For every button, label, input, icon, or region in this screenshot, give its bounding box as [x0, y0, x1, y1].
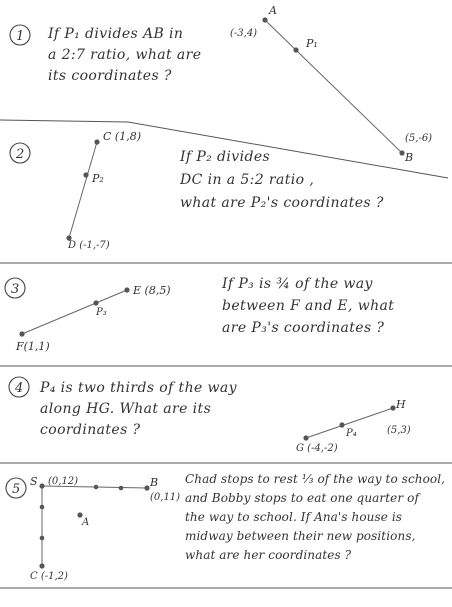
problem-5-line-5: what are her coordinates ? [185, 548, 352, 562]
label-f: F(1,1) [16, 340, 50, 353]
problem-4-line-3: coordinates ? [40, 422, 141, 438]
label-p3: P₃ [96, 307, 107, 318]
point-c [94, 139, 99, 144]
label-b-school: B [150, 476, 159, 489]
label-ana: A [82, 517, 90, 528]
point-g [303, 435, 308, 440]
point-b-mid-1 [94, 485, 99, 490]
label-e: E (8,5) [133, 284, 171, 297]
label-s: S [30, 475, 38, 488]
number-1: 1 [16, 29, 25, 44]
label-c-house: C (-1,2) [30, 571, 68, 582]
label-d: D (-1,-7) [68, 240, 110, 251]
problem-4-line-1: P₄ is two thirds of the way [40, 380, 237, 396]
number-4: 4 [15, 381, 24, 396]
point-b [399, 150, 404, 155]
segment-dc [69, 142, 97, 238]
problem-3-line-3: are P₃'s coordinates ? [222, 320, 385, 336]
problem-1-line-1: If P₁ divides AB in [48, 26, 184, 42]
segment-ab [265, 20, 402, 153]
point-p3 [93, 300, 98, 305]
label-a-coord: (-3,4) [230, 28, 258, 39]
problem-1-line-3: its coordinates ? [48, 68, 172, 84]
label-g: G (-4,-2) [296, 443, 338, 454]
label-b: B [405, 151, 414, 164]
point-c-mid-2 [40, 536, 45, 541]
label-b-coord-5: (0,11) [150, 492, 181, 503]
problem-4-text [40, 378, 237, 441]
segment-fe [22, 290, 127, 334]
label-p4: P₄ [346, 428, 357, 439]
problem-3-line-2: between F and E, what [222, 298, 395, 314]
point-c-house [39, 563, 44, 568]
problem-2-line-3: what are P₂'s coordinates ? [180, 195, 384, 211]
problem-2-line-1: If P₂ divides [180, 149, 271, 165]
problem-1-line-2: a 2:7 ratio, what are [48, 47, 202, 63]
point-a [262, 17, 267, 22]
label-b-coord: (5,-6) [405, 133, 433, 144]
label-h: H [396, 398, 406, 411]
label-c: C (1,8) [103, 130, 141, 143]
point-c-mid-1 [40, 505, 45, 510]
point-p1 [293, 47, 298, 52]
point-p4 [339, 422, 344, 427]
problem-5-line-1: Chad stops to rest ⅓ of the way to school, [185, 472, 446, 486]
label-a: A [269, 4, 277, 17]
problem-3-line-1: If P₃ is ¾ of the way [222, 276, 373, 292]
point-p2 [83, 172, 88, 177]
problem-5-text [185, 470, 445, 565]
number-2: 2 [16, 147, 25, 162]
number-5: 5 [12, 482, 21, 497]
problem-1-text [48, 24, 201, 87]
point-h [390, 405, 395, 410]
problem-5-line-3: the way to school. If Ana's house is [185, 510, 403, 524]
label-p1: P₁ [306, 37, 318, 50]
number-3: 3 [11, 282, 20, 297]
label-s-coord: (0,12) [48, 476, 79, 487]
problem-5-line-4: midway between their new positions, [185, 529, 416, 543]
point-f [19, 331, 24, 336]
point-s [39, 483, 44, 488]
point-b-school [144, 485, 149, 490]
point-e [124, 287, 129, 292]
problem-5-line-2: and Bobby stops to eat one quarter of [185, 491, 420, 505]
problem-4-line-2: along HG. What are its [40, 401, 212, 417]
label-p2: P₂ [92, 172, 104, 185]
point-b-mid-2 [119, 486, 124, 491]
problem-2-line-2: DC in a 5:2 ratio , [180, 172, 315, 188]
label-h-coord: (5,3) [387, 425, 411, 436]
problem-3-text [222, 273, 394, 339]
problem-2-text [180, 146, 384, 215]
